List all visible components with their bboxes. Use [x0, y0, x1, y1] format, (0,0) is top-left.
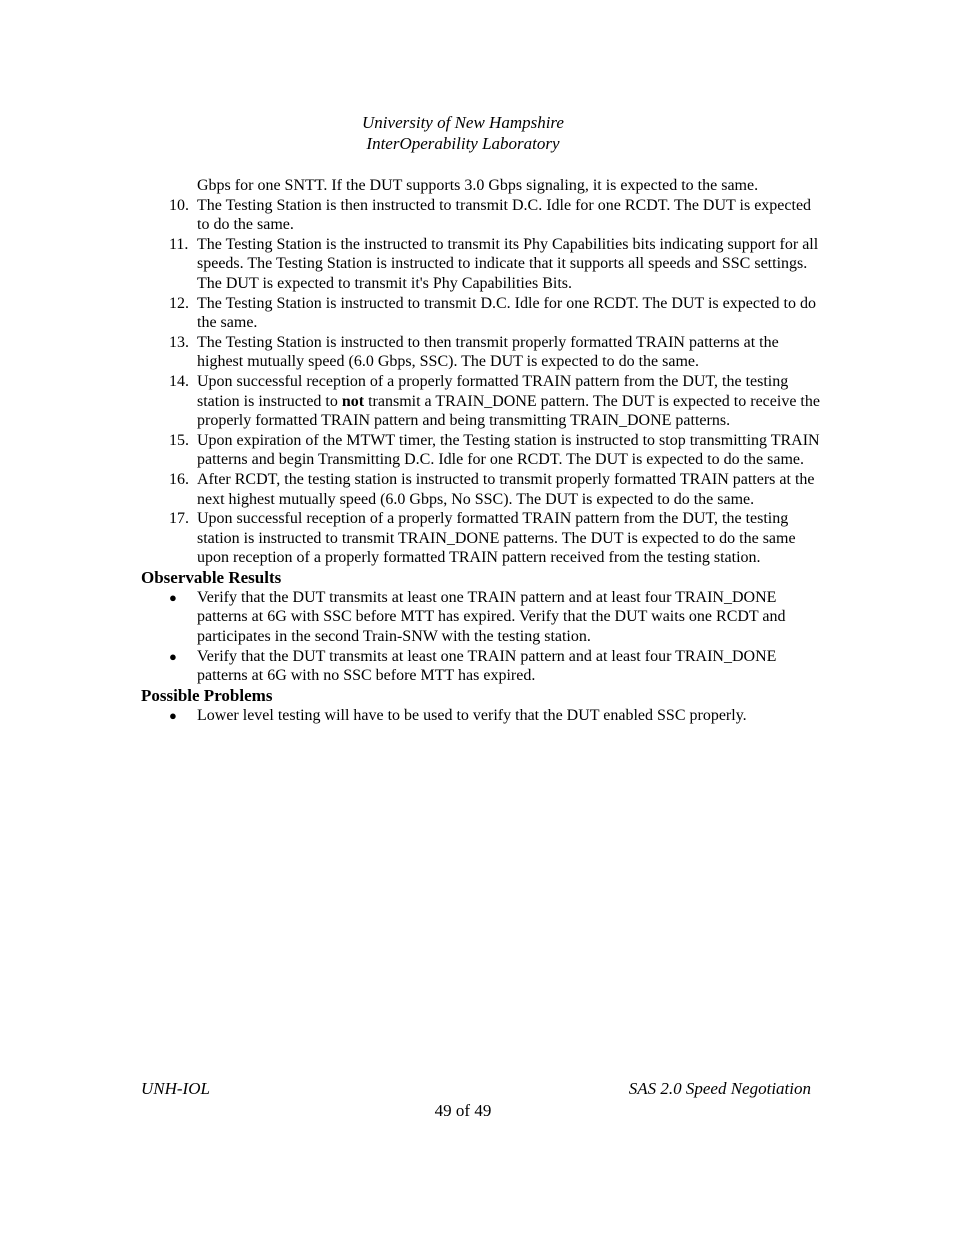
step-item — [141, 294, 821, 333]
step-item — [141, 196, 821, 235]
footer-organization: UNH-IOL — [141, 1079, 210, 1098]
observable-results-heading: Observable Results — [141, 567, 282, 587]
bullet-icon: ● — [169, 589, 177, 605]
page-number: 49 of 49 — [434, 1101, 492, 1120]
bullet-icon: ● — [169, 707, 177, 723]
step-text: The Testing Station is the instructed to transmit its Phy Capabilities bits indicating support for all speeds. The Testing Station is instructed to indicate that it supports all speeds and SSC settings. The DUT is expected to transmit it's Phy Capabilities Bits. — [197, 235, 819, 292]
step-text-emphasis: not — [341, 392, 365, 410]
step-text-after: transmit a TRAIN_DONE pattern. The DUT is expected to receive the properly formatted TRAIN pattern and being transmitting TRAIN_DONE patterns. — [197, 392, 820, 430]
step-number: 11. — [169, 235, 189, 253]
document-body — [141, 176, 821, 725]
header-institution: University of New Hampshire — [362, 113, 564, 132]
step-number: 14. — [169, 372, 189, 390]
step-text: Upon expiration of the MTWT timer, the Testing station is instructed to stop transmitting TRAIN patterns and begin Transmitting D.C. Idle for one RCDT. The DUT is expected to do the same. — [197, 431, 820, 469]
step-text — [197, 372, 821, 431]
step-item — [141, 333, 821, 372]
observable-bullet-item — [141, 588, 821, 647]
step-item — [141, 372, 821, 431]
footer-document-title: SAS 2.0 Speed Negotiation — [628, 1079, 811, 1098]
problems-bullet-item — [141, 706, 821, 726]
step-number: 16. — [169, 470, 189, 488]
observable-bullet-item — [141, 647, 821, 686]
step-item — [141, 470, 821, 509]
step-number: 17. — [169, 510, 189, 528]
step-number: 12. — [169, 294, 189, 312]
bullet-text: Verify that the DUT transmits at least one TRAIN pattern and at least four TRAIN_DONE patterns at 6G with SSC before MTT has expired. Verify that the DUT waits one RCDT and participates in the second Train-SNW with the testing station. — [197, 588, 786, 646]
step-number: 10. — [169, 196, 189, 214]
bullet-text: Verify that the DUT transmits at least one TRAIN pattern and at least four TRAIN_DONE patterns at 6G with no SSC before MTT has expired. — [197, 647, 777, 685]
step-text: After RCDT, the testing station is instructed to transmit properly formatted TRAIN patters at the next highest mutually speed (6.0 Gbps, No SSC). The DUT is expected to do the same. — [197, 470, 815, 508]
header-lab: InterOperability Laboratory — [366, 134, 560, 153]
step-item — [141, 431, 821, 470]
step-number: 13. — [169, 333, 189, 351]
step-text: The Testing Station is instructed to transmit D.C. Idle for one RCDT. The DUT is expected to do the same. — [197, 294, 816, 332]
bullet-icon: ● — [169, 648, 177, 664]
step-text: The Testing Station is then instructed to transmit D.C. Idle for one RCDT. The DUT is expected to do the same. — [197, 196, 812, 234]
step-text: Upon successful reception of a properly formatted TRAIN pattern from the DUT, the testing station is instructed to transmit TRAIN_DONE patterns. The DUT is expected to do the same upon reception of a properly formatted TRAIN pattern received from the testing station. — [197, 510, 796, 567]
continuation-text: Gbps for one SNTT. If the DUT supports 3.0 Gbps signaling, it is expected to the same. — [197, 177, 759, 194]
step-number: 15. — [169, 431, 189, 449]
step-item — [141, 509, 821, 568]
bullet-text: Lower level testing will have to be used to verify that the DUT enabled SSC properly. — [197, 706, 747, 724]
step-item — [141, 235, 821, 294]
page-header — [0, 112, 926, 154]
step-text: The Testing Station is instructed to then transmit properly formatted TRAIN patterns at the highest mutually speed (6.0 Gbps, SSC). The DUT is expected to do the same. — [197, 333, 779, 371]
possible-problems-heading: Possible Problems — [141, 685, 273, 705]
step-text-before: Upon successful reception of a properly formatted TRAIN pattern from the DUT, the testing station is instructed to — [197, 372, 789, 410]
